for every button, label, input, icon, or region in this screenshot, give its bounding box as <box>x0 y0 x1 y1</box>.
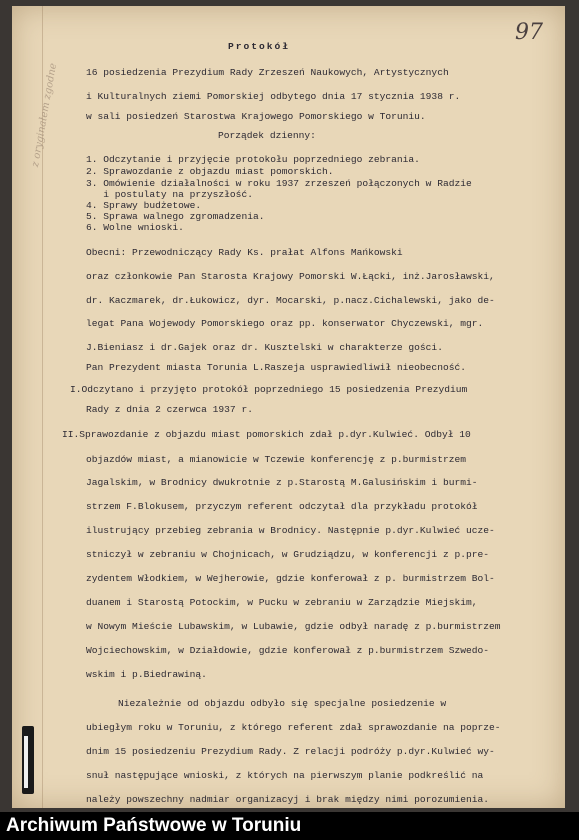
agenda-item: 2. Sprawozdanie z objazdu miast pomorskich. <box>86 166 334 177</box>
archive-footer: Archiwum Państwowe w Toruniu <box>0 812 579 840</box>
body-line: Obecni: Przewodniczący Rady Ks. prałat Alfons Mańkowski <box>86 247 403 258</box>
agenda-item: 3. Omówienie działalności w roku 1937 zrzeszeń połączonych w Radzie <box>86 178 472 189</box>
body-line: Rady z dnia 2 czerwca 1937 r. <box>86 404 253 415</box>
body-line: w Nowym Mieście Lubawskim, w Lubawie, gdzie odbył naradę z p.burmistrzem <box>86 621 501 632</box>
document-title: Protokół <box>228 41 291 52</box>
body-line: Niezależnie od objazdu odbyło się specjalne posiedzenie w <box>118 698 447 709</box>
body-line: II.Sprawozdanie z objazdu miast pomorskich zdał p.dyr.Kulwieć. Odbył 10 <box>62 429 471 440</box>
body-line: Jagalskim, w Brodnicy dwukrotnie z p.Starostą M.Galusińskim i burmi- <box>86 477 478 488</box>
body-line: objazdów miast, a mianowicie w Tczewie konferencję z p.burmistrzem <box>86 454 466 465</box>
body-line: strzem F.Blokusem, przyczym referent odczytał dla przykładu protokół <box>86 501 478 512</box>
body-line: należy powszechny nadmiar organizacyj i brak między nimi porozumienia. <box>86 794 490 805</box>
header-line: i Kulturalnych ziemi Pomorskiej odbytego dnia 17 stycznia 1938 r. <box>86 91 461 102</box>
header-line: 16 posiedzenia Prezydium Rady Zrzeszeń Naukowych, Artystycznych <box>86 67 449 78</box>
body-line: Pan Prezydent miasta Torunia L.Raszeja usprawiedliwił nieobecność. <box>86 362 466 373</box>
agenda-item: 5. Sprawa walnego zgromadzenia. <box>86 211 265 222</box>
binder-clip-highlight <box>24 736 28 788</box>
body-line: J.Bieniasz i dr.Gajek oraz dr. Kusztelski w charakterze gości. <box>86 342 443 353</box>
body-line: dnim 15 posiedzeniu Prezydium Rady. Z relacji podróży p.dyr.Kulwieć wy- <box>86 746 495 757</box>
body-line: I.Odczytano i przyjęto protokół poprzedniego 15 posiedzenia Prezydium <box>70 384 468 395</box>
body-line: legat Pana Wojewody Pomorskiego oraz pp. konserwator Chyczewski, mgr. <box>86 318 484 329</box>
agenda-item: 4. Sprawy budżetowe. <box>86 200 202 211</box>
body-line: snuł następujące wnioski, z których na pierwszym planie podkreślić na <box>86 770 484 781</box>
agenda-item: i postulaty na przyszłość. <box>86 189 253 200</box>
body-line: ilustrujący przebieg zebrania w Brodnicy. Następnie p.dyr.Kulwieć ucze- <box>86 525 495 536</box>
header-line: w sali posiedzeń Starostwa Krajowego Pomorskiego w Toruniu. <box>86 111 426 122</box>
body-line: ubiegłym roku w Toruniu, z którego referent zdał sprawozdanie na poprze- <box>86 722 501 733</box>
body-line: zydentem Włodkiem, w Wejherowie, gdzie konferował z p. burmistrzem Bol- <box>86 573 495 584</box>
agenda-item: 1. Odczytanie i przyjęcie protokołu poprzedniego zebrania. <box>86 154 420 165</box>
body-line: duanem i Starostą Potockim, w Pucku w zebraniu w Zarządzie Miejskim, <box>86 597 478 608</box>
body-line: Wojciechowskim, w Działdowie, gdzie konferował z p.burmistrzem Szwedo- <box>86 645 490 656</box>
body-line: stniczył w zebraniu w Chojnicach, w Grudziądzu, w konferencji z p.pre- <box>86 549 490 560</box>
agenda-title: Porządek dzienny: <box>218 130 316 141</box>
body-line: wskim i p.Biedrawiną. <box>86 669 207 680</box>
body-line: dr. Kaczmarek, dr.Łukowicz, dyr. Mocarski, p.nacz.Cichalewski, jako de- <box>86 295 495 306</box>
margin-handwritten-note: z oryginałem zgodne <box>30 62 60 168</box>
body-line: oraz członkowie Pan Starosta Krajowy Pomorski W.Łącki, inż.Jarosławski, <box>86 271 495 282</box>
folio-number: 97 <box>515 20 543 45</box>
agenda-item: 6. Wolne wnioski. <box>86 222 184 233</box>
